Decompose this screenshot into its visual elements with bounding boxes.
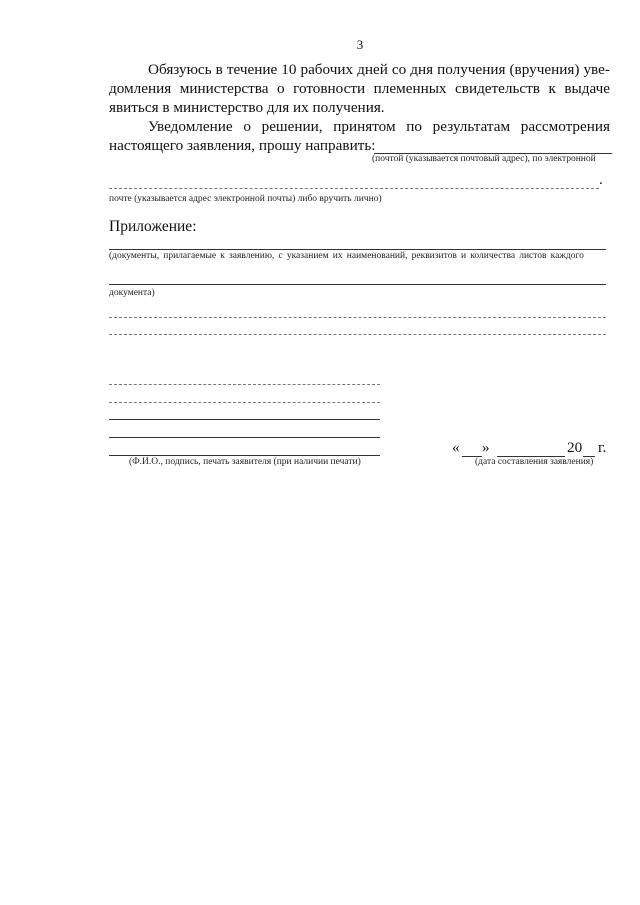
word: готовности — [293, 80, 366, 97]
attachment-hint-1 — [109, 251, 584, 261]
word: и — [461, 251, 467, 261]
notification-line-end: . — [599, 171, 603, 188]
word: наименований, — [346, 251, 408, 261]
word: дней — [357, 61, 388, 78]
word: Обязуюсь — [148, 61, 212, 78]
word: племенных — [373, 80, 447, 97]
page-number: 3 — [356, 37, 364, 52]
word: в — [215, 61, 223, 78]
word: о — [277, 80, 285, 97]
word: рабочих — [300, 61, 354, 78]
word: принятом — [333, 118, 396, 135]
attachment-hint-2: документа) — [109, 288, 155, 298]
word: указанием — [286, 251, 329, 261]
word: свидетельств — [455, 80, 540, 97]
word: (документы, — [109, 251, 160, 261]
word: течение — [226, 61, 278, 78]
word: к — [548, 80, 556, 97]
word: решении, — [261, 118, 323, 135]
word: их — [332, 251, 343, 261]
attachment-input-line-2[interactable] — [109, 284, 606, 285]
attachment-input-line-4[interactable] — [109, 334, 606, 335]
attachment-input-line-3[interactable] — [109, 317, 606, 318]
date-year-prefix: 20 — [567, 439, 583, 456]
signature-line-4[interactable] — [109, 437, 380, 438]
word: прилагаемые — [163, 251, 217, 261]
signature-line-3[interactable] — [109, 419, 380, 420]
date-caption: (дата составления заявления) — [475, 457, 594, 467]
word: количества — [470, 251, 516, 261]
word: о — [243, 118, 251, 135]
notification-hint-2: почте (указывается адрес электронной почты) либо вручить лично) — [109, 194, 382, 204]
notification-input-line-2[interactable] — [109, 188, 599, 189]
signature-line-5[interactable] — [109, 455, 380, 456]
word: (вручения) — [509, 61, 580, 78]
word: выдаче — [564, 80, 610, 97]
notification-line-1 — [148, 118, 610, 136]
word: Уведомление — [148, 118, 233, 135]
word: с — [278, 251, 283, 261]
date-year-suffix: г. — [598, 439, 607, 456]
word: получения — [437, 61, 506, 78]
word: рассмотрения — [520, 118, 610, 135]
signature-line-1[interactable] — [109, 384, 380, 385]
attachment-heading: Приложение: — [109, 218, 197, 235]
obligation-line-3: явиться в министерство для их получения. — [109, 99, 385, 116]
signature-line-2[interactable] — [109, 402, 380, 403]
word: заявлению, — [229, 251, 275, 261]
date-close-quote: » — [482, 439, 490, 456]
word: 10 — [281, 61, 297, 78]
attachment-input-line-1[interactable] — [109, 249, 606, 250]
signature-caption: (Ф.И.О., подпись, печать заявителя (при наличии печати) — [129, 457, 361, 467]
obligation-line-2 — [109, 80, 610, 98]
word: результатам — [432, 118, 511, 135]
word: министерства — [179, 80, 269, 97]
word: к — [220, 251, 225, 261]
word: каждого — [550, 251, 584, 261]
word: по — [406, 118, 422, 135]
word: со — [391, 61, 407, 78]
word: домления — [109, 80, 172, 97]
obligation-line-1 — [148, 61, 610, 79]
word: реквизитов — [411, 251, 457, 261]
word: уве- — [583, 61, 610, 78]
notification-line-2: настоящего заявления, прошу направить: — [109, 137, 376, 154]
date-open-quote: « — [452, 439, 460, 456]
word: листов — [519, 251, 547, 261]
notification-hint-1: (почтой (указывается почтовый адрес), по электронной — [372, 154, 596, 164]
word: дня — [410, 61, 434, 78]
